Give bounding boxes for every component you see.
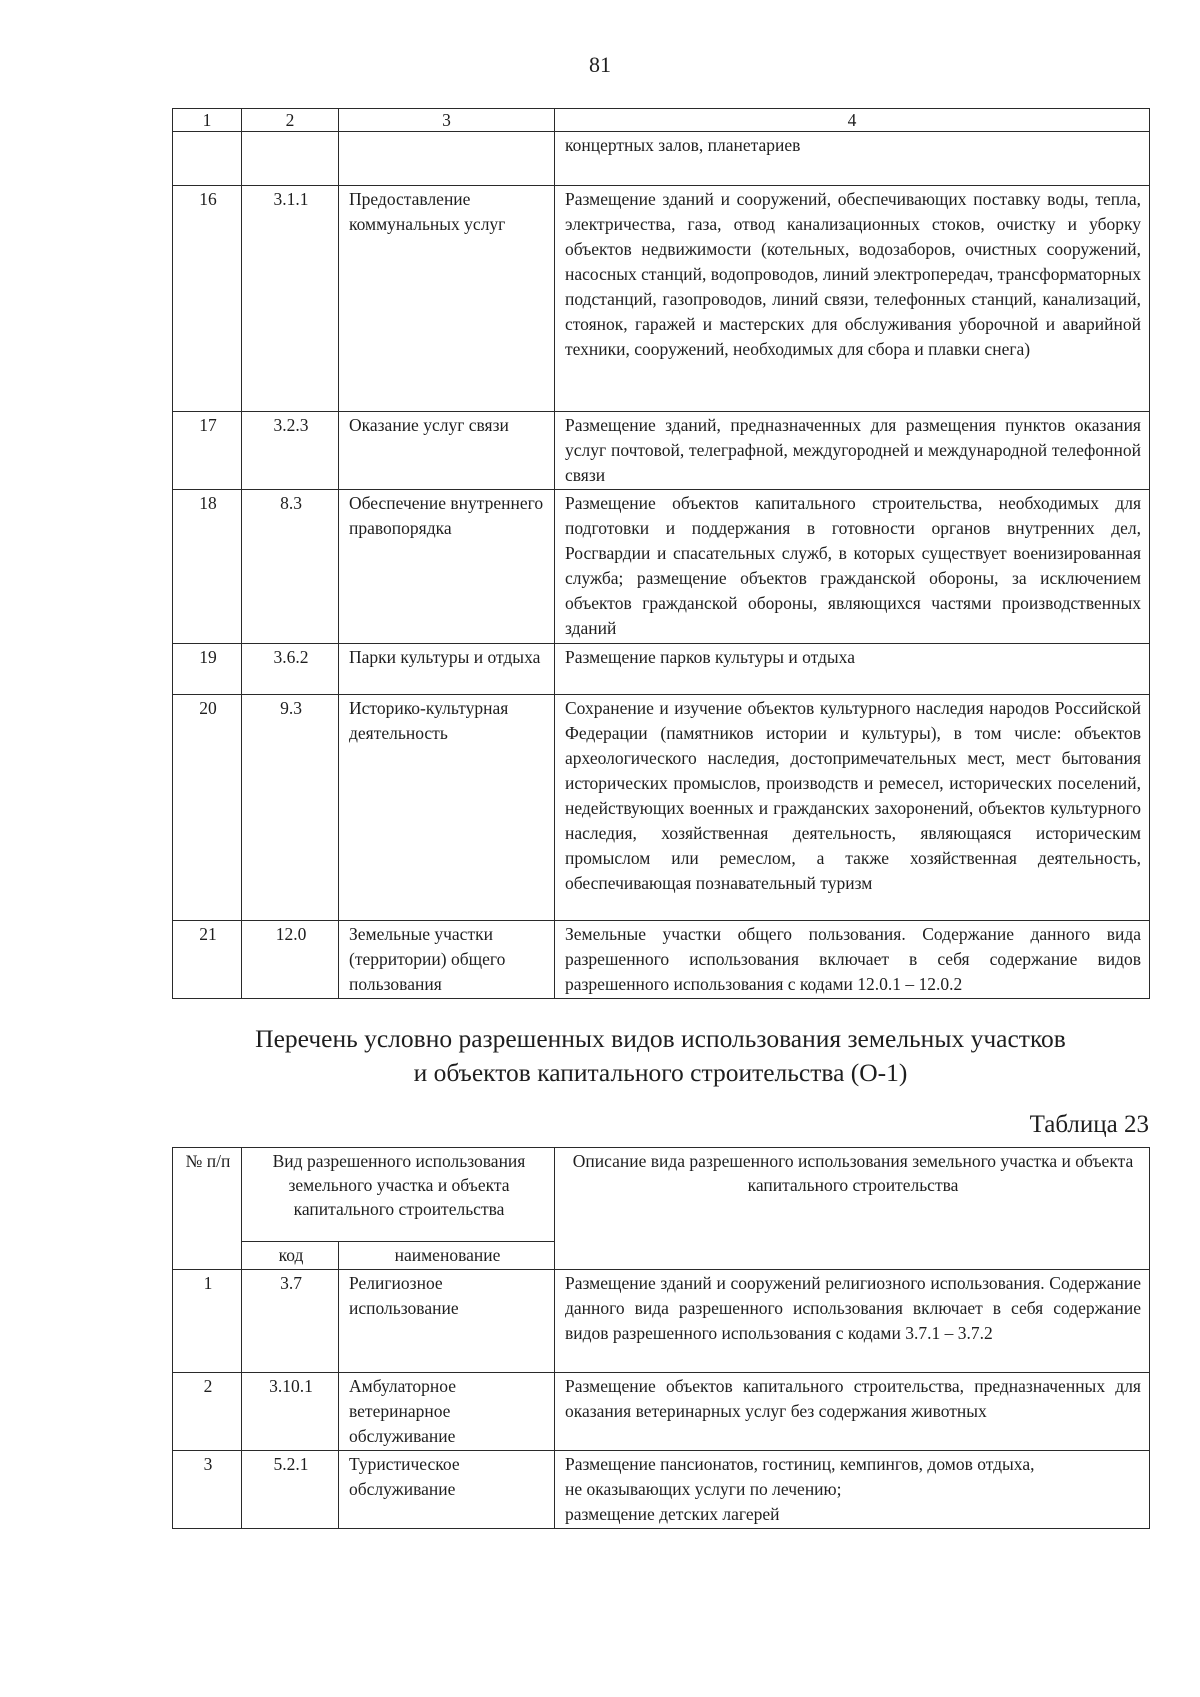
column-number: 2 bbox=[242, 109, 339, 132]
table-row bbox=[173, 412, 1150, 490]
column-number: 1 bbox=[173, 109, 242, 132]
row-description: Размещение зданий, предназначенных для размещения пунктов оказания услуг почтовой, телеграфной, междугородней и международной телефонной связи bbox=[555, 412, 1150, 490]
row-name: Амбулаторное ветеринарное обслуживание bbox=[339, 1373, 555, 1451]
row-code: 3.6.2 bbox=[242, 644, 339, 695]
row-code: 9.3 bbox=[242, 695, 339, 921]
row-name: Обеспечение внутреннего правопорядка bbox=[339, 490, 555, 644]
conditional-uses-table bbox=[172, 1147, 1150, 1529]
row-number: 17 bbox=[173, 412, 242, 490]
row-name: Религиозное использование bbox=[339, 1270, 555, 1373]
row-name: Парки культуры и отдыха bbox=[339, 644, 555, 695]
table-header-row bbox=[173, 1148, 1150, 1242]
row-description: Размещение парков культуры и отдыха bbox=[555, 644, 1150, 695]
header-name: наименование bbox=[339, 1242, 555, 1270]
row-description: Земельные участки общего пользования. Содержание данного вида разрешенного использования включает в себя содержание видов разрешенного использования с кодами 12.0.1 – 12.0.2 bbox=[555, 921, 1150, 999]
row-name: Оказание услуг связи bbox=[339, 412, 555, 490]
row-code: 3.2.3 bbox=[242, 412, 339, 490]
row-description: Размещение зданий и сооружений религиозного использования. Содержание данного вида разрешенного использования включает в себя содержание видов разрешенного использования с кодами 3.7.1 – 3.7.2 bbox=[555, 1270, 1150, 1373]
permitted-uses-table-continuation bbox=[172, 108, 1150, 999]
row-number: 3 bbox=[173, 1451, 242, 1529]
table-row bbox=[173, 695, 1150, 921]
row-code: 3.1.1 bbox=[242, 186, 339, 412]
row-description: Размещение объектов капитального строительства, необходимых для подготовки и поддержания в готовности органов внутренних дел, Росгвардии и спасательных служб, в которых существует военизированная служба; размещение объектов гражданской обороны, за исключением объектов гражданской обороны, являющихся частями производственных зданий bbox=[555, 490, 1150, 644]
table-row bbox=[173, 186, 1150, 412]
row-code: 3.7 bbox=[242, 1270, 339, 1373]
row-number: 2 bbox=[173, 1373, 242, 1451]
description-line: Размещение пансионатов, гостиниц, кемпингов, домов отдыха, bbox=[565, 1454, 1035, 1474]
row-name: Земельные участки (территории) общего пользования bbox=[339, 921, 555, 999]
header-code: код bbox=[242, 1242, 339, 1270]
row-code: 3.10.1 bbox=[242, 1373, 339, 1451]
row-number: 16 bbox=[173, 186, 242, 412]
row-code: 12.0 bbox=[242, 921, 339, 999]
row-code: 5.2.1 bbox=[242, 1451, 339, 1529]
row-description: Размещение зданий и сооружений, обеспечивающих поставку воды, тепла, электричества, газа, отвод канализационных стоков, очистку и уборку объектов недвижимости (котельных, водозаборов, очистных сооружений, насосных станций, водопроводов, линий электропередач, трансформаторных подстанций, газопроводов, линий связи, телефонных станций, канализаций, стоянок, гаражей и мастерских для обслуживания уборочной и аварийной техники, сооружений, необходимых для сбора и плавки снега) bbox=[555, 186, 1150, 412]
column-number-row bbox=[173, 109, 1150, 132]
section-title bbox=[172, 1022, 1149, 1090]
row-description bbox=[555, 1451, 1150, 1529]
table-row bbox=[173, 921, 1150, 999]
continuation-text: концертных залов, планетариев bbox=[555, 132, 1150, 186]
table-row bbox=[173, 1451, 1150, 1529]
table-row bbox=[173, 1270, 1150, 1373]
table-row bbox=[173, 490, 1150, 644]
description-line: не оказывающих услуги по лечению; bbox=[565, 1479, 842, 1499]
description-line: размещение детских лагерей bbox=[565, 1504, 780, 1524]
section-title-line: и объектов капитального строительства (О-1) bbox=[413, 1058, 908, 1087]
header-num: № п/п bbox=[173, 1148, 242, 1270]
table-label: Таблица 23 bbox=[1029, 1111, 1149, 1138]
row-number: 21 bbox=[173, 921, 242, 999]
header-type: Вид разрешенного использования земельного участка и объекта капитального строительства bbox=[242, 1148, 555, 1242]
row-name: Туристическое обслуживание bbox=[339, 1451, 555, 1529]
column-number: 4 bbox=[555, 109, 1150, 132]
page-number: 81 bbox=[589, 52, 611, 77]
section-title-line: Перечень условно разрешенных видов использования земельных участков bbox=[255, 1024, 1066, 1053]
row-number: 19 bbox=[173, 644, 242, 695]
column-number: 3 bbox=[339, 109, 555, 132]
continuation-row bbox=[173, 132, 1150, 186]
header-description: Описание вида разрешенного использования земельного участка и объекта капитального строительства bbox=[555, 1148, 1150, 1270]
row-code: 8.3 bbox=[242, 490, 339, 644]
row-name: Историко-культурная деятельность bbox=[339, 695, 555, 921]
row-description: Сохранение и изучение объектов культурного наследия народов Российской Федерации (памятников истории и культуры), в том числе: объектов археологического наследия, достопримечательных мест, мест бытования исторических промыслов, производств и ремесел, исторических поселений, недействующих военных и гражданских захоронений, объектов культурного наследия, хозяйственная деятельность, являющаяся историческим промыслом или ремеслом, а также хозяйственная деятельность, обеспечивающая познавательный туризм bbox=[555, 695, 1150, 921]
row-number: 20 bbox=[173, 695, 242, 921]
row-number: 18 bbox=[173, 490, 242, 644]
row-name: Предоставление коммунальных услуг bbox=[339, 186, 555, 412]
row-description: Размещение объектов капитального строительства, предназначенных для оказания ветеринарных услуг без содержания животных bbox=[555, 1373, 1150, 1451]
table-row bbox=[173, 1373, 1150, 1451]
table-row bbox=[173, 644, 1150, 695]
row-number: 1 bbox=[173, 1270, 242, 1373]
